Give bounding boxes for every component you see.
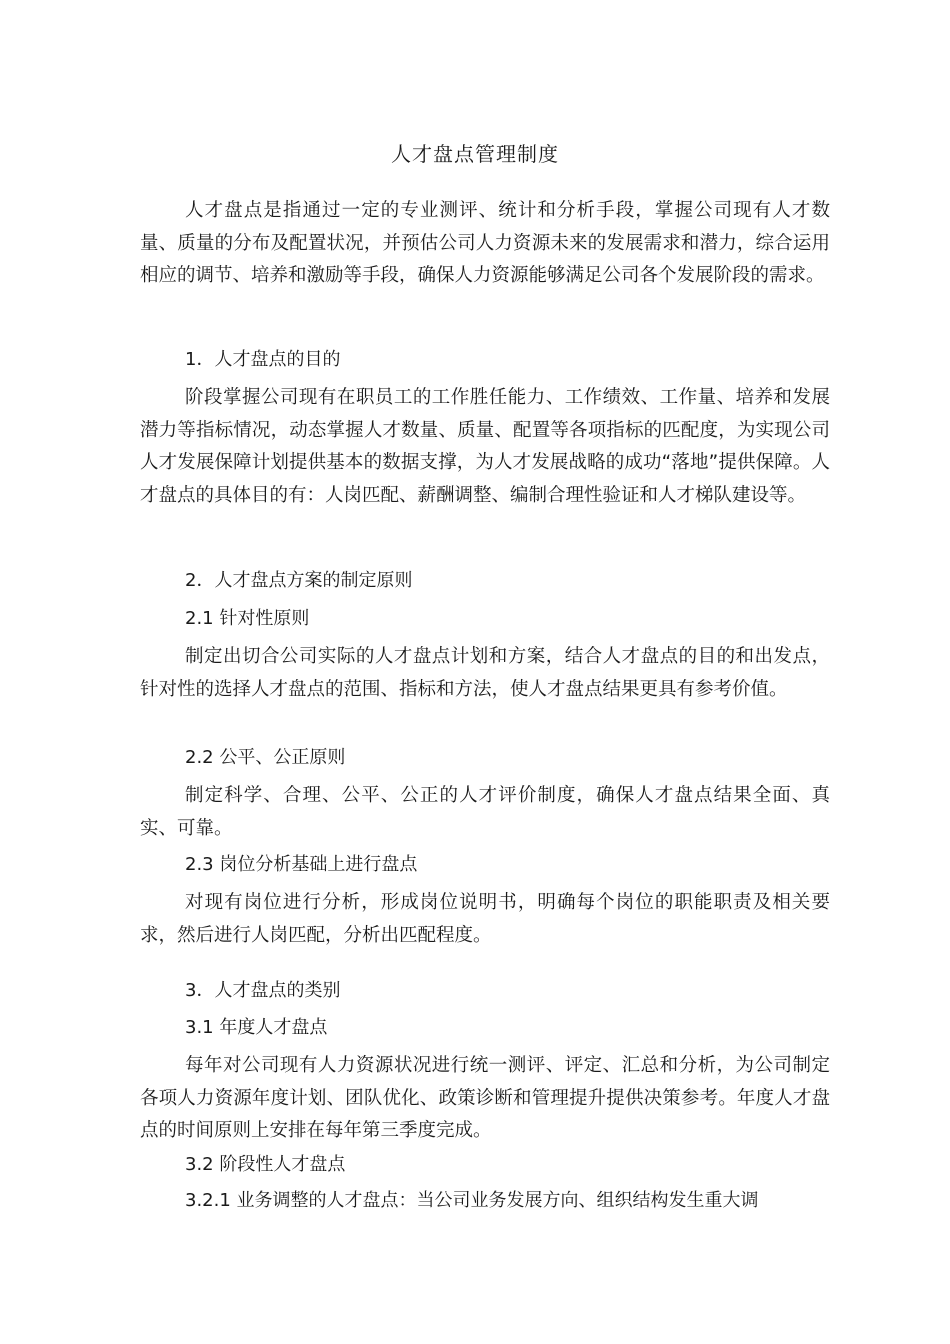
section-2-2-paragraph: 制定科学、合理、公平、公正的人才评价制度，确保人才盘点结果全面、真实、可靠。	[140, 785, 830, 839]
section-2-2-heading: 2.2 公平、公正原则	[185, 747, 346, 768]
section-3-1-heading: 3.1 年度人才盘点	[185, 1017, 328, 1038]
intro-paragraph: 人才盘点是指通过一定的专业测评、统计和分析手段，掌握公司现有人才数量、质量的分布及配置状况，并预估公司人力资源未来的发展需求和潜力，综合运用相应的调节、培养和激励等手段，确保人力资源能够满足公司各个发展阶段的需求。	[140, 200, 830, 286]
section-3-2-heading: 3.2 阶段性人才盘点	[185, 1154, 346, 1175]
document-title: 人才盘点管理制度	[391, 142, 559, 166]
section-1-heading: 1．人才盘点的目的	[185, 349, 341, 370]
section-3-1-paragraph: 每年对公司现有人力资源状况进行统一测评、评定、汇总和分析，为公司制定各项人力资源年度计划、团队优化、政策诊断和管理提升提供决策参考。年度人才盘点的时间原则上安排在每年第三季度完成。	[140, 1055, 830, 1141]
section-2-1-paragraph: 制定出切合公司实际的人才盘点计划和方案，结合人才盘点的目的和出发点，针对性的选择人才盘点的范围、指标和方法，使人才盘点结果更具有参考价值。	[140, 646, 830, 700]
section-3-heading: 3．人才盘点的类别	[185, 980, 341, 1001]
section-2-3-heading: 2.3 岗位分析基础上进行盘点	[185, 854, 418, 875]
section-1-paragraph: 阶段掌握公司现有在职员工的工作胜任能力、工作绩效、工作量、培养和发展潜力等指标情况，动态掌握人才数量、质量、配置等各项指标的匹配度，为实现公司人才发展保障计划提供基本的数据支撑，为人才发展战略的成功“落地”提供保障。人才盘点的具体目的有：人岗匹配、薪酬调整、编制合理性验证和人才梯队建设等。	[140, 387, 830, 506]
section-3-2-1-item: 3.2.1 业务调整的人才盘点：当公司业务发展方向、组织结构发生重大调	[185, 1190, 759, 1211]
section-2-1-heading: 2.1 针对性原则	[185, 608, 310, 629]
section-2-heading: 2．人才盘点方案的制定原则	[185, 570, 413, 591]
section-2-3-paragraph: 对现有岗位进行分析，形成岗位说明书，明确每个岗位的职能职责及相关要求，然后进行人岗匹配，分析出匹配程度。	[140, 892, 830, 946]
